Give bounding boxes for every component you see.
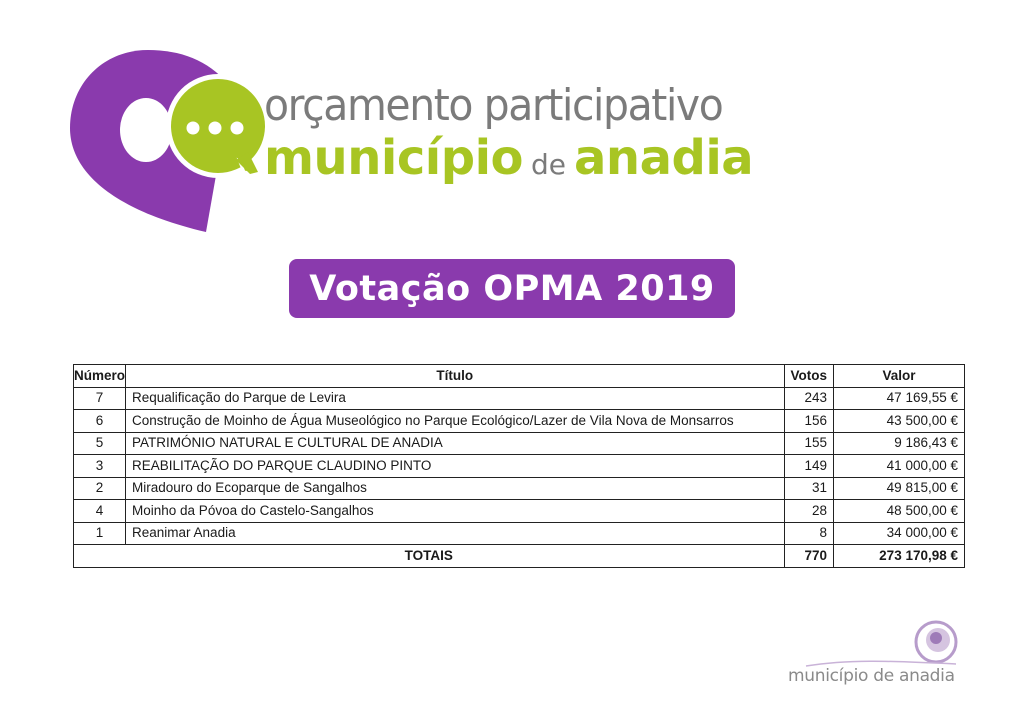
- cell-valor: 49 815,00 €: [834, 477, 965, 500]
- cell-votos: 155: [784, 432, 834, 455]
- cell-valor: 48 500,00 €: [834, 500, 965, 523]
- column-header-valor: Valor: [834, 365, 965, 388]
- logo-text-orcamento-participativo: orçamento participativo: [264, 80, 723, 131]
- column-header-numero: Número: [74, 365, 126, 388]
- cell-titulo: Moinho da Póvoa do Castelo-Sangalhos: [126, 500, 784, 523]
- table-row: [74, 522, 965, 545]
- cell-votos: 31: [784, 477, 834, 500]
- cell-titulo: Reanimar Anadia: [126, 522, 784, 545]
- cell-numero: 3: [74, 455, 126, 478]
- table-row: [74, 410, 965, 433]
- cell-votos: 156: [784, 410, 834, 433]
- table-row: [74, 387, 965, 410]
- totals-row: [74, 545, 965, 568]
- cell-valor: 47 169,55 €: [834, 387, 965, 410]
- cell-titulo: PATRIMÓNIO NATURAL E CULTURAL DE ANADIA: [126, 432, 784, 455]
- cell-titulo: Construção de Moinho de Água Museológico no Parque Ecológico/Lazer de Vila Nova de Monsarros: [126, 410, 784, 433]
- municipio-de-anadia-footer-logo: [786, 618, 966, 698]
- cell-valor: 34 000,00 €: [834, 522, 965, 545]
- cell-titulo: Miradouro do Ecoparque de Sangalhos: [126, 477, 784, 500]
- cell-votos: 28: [784, 500, 834, 523]
- cell-votos: 149: [784, 455, 834, 478]
- voting-results-table: [73, 364, 965, 568]
- cell-numero: 6: [74, 410, 126, 433]
- logo-word-anadia: anadia: [574, 130, 754, 186]
- cell-titulo: Requalificação do Parque de Levira: [126, 387, 784, 410]
- map-pin-speech-bubble-icon: [68, 44, 268, 234]
- totals-votos: 770: [784, 545, 834, 568]
- orcamento-participativo-logo: [68, 44, 754, 234]
- cell-numero: 5: [74, 432, 126, 455]
- cell-votos: 8: [784, 522, 834, 545]
- logo-word-municipio: município: [264, 130, 524, 186]
- column-header-titulo: Título: [126, 365, 784, 388]
- table-row: [74, 477, 965, 500]
- cell-numero: 7: [74, 387, 126, 410]
- logo-word-de: de: [531, 148, 567, 181]
- cell-votos: 243: [784, 387, 834, 410]
- column-header-votos: Votos: [784, 365, 834, 388]
- cell-valor: 41 000,00 €: [834, 455, 965, 478]
- page-title: Votação OPMA 2019: [309, 268, 715, 309]
- table-row: [74, 455, 965, 478]
- table-row: [74, 432, 965, 455]
- table-header-row: [74, 365, 965, 388]
- cell-numero: 1: [74, 522, 126, 545]
- footer-logo-text: município de anadia: [788, 666, 955, 686]
- table-row: [74, 500, 965, 523]
- cell-valor: 9 186,43 €: [834, 432, 965, 455]
- totals-valor: 273 170,98 €: [834, 545, 965, 568]
- page-title-banner: [289, 259, 735, 318]
- cell-numero: 2: [74, 477, 126, 500]
- cell-valor: 43 500,00 €: [834, 410, 965, 433]
- cell-numero: 4: [74, 500, 126, 523]
- logo-text-municipio-de-anadia: [264, 130, 753, 186]
- totals-label: TOTAIS: [74, 545, 785, 568]
- cell-titulo: REABILITAÇÃO DO PARQUE CLAUDINO PINTO: [126, 455, 784, 478]
